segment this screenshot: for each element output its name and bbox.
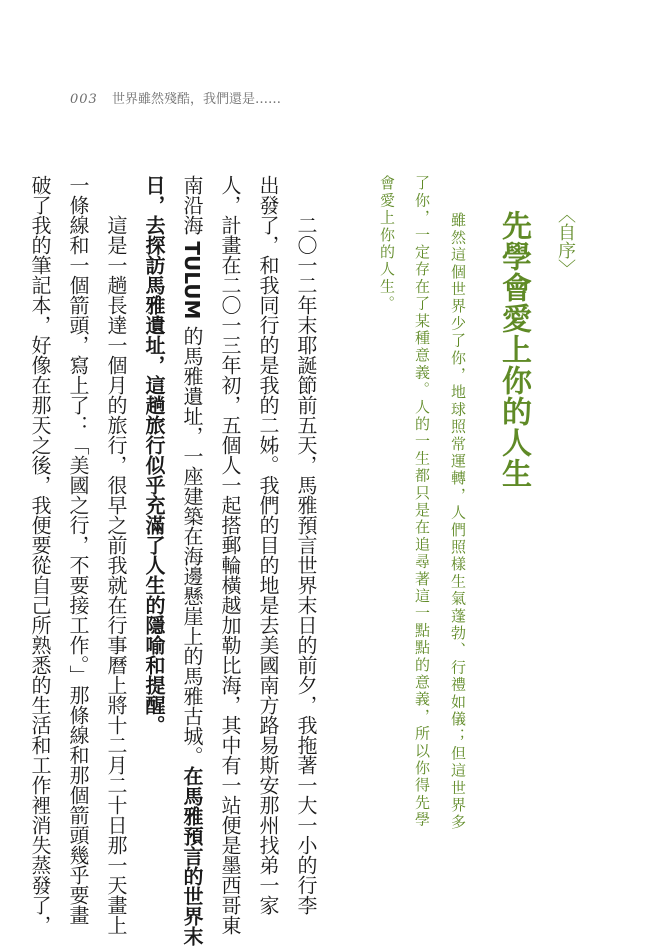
running-title: 世界雖然殘酷，我們還是…… (111, 92, 281, 107)
emphasis-text: 日，去探訪馬雅遺址，這趟旅行似乎充滿了人生的隱喻和提醒。 (142, 175, 166, 735)
body-line (144, 175, 164, 735)
body-line: 這是一趟長達一個月的旅行，很早之前我就在行事曆上將十二月二十日那一天畫上 (104, 215, 128, 935)
epigraph-line: 雖然這個世界少了你，地球照常運轉，人們照樣生氣蓬勃、行禮如儀；但這世界多 (449, 212, 467, 832)
epigraph-line: 會愛上你的人生。 (378, 175, 396, 313)
tulum-text: TULUM (180, 241, 204, 320)
preface-label: 〈自序〉 (555, 205, 576, 277)
body-line (182, 175, 202, 946)
body-line: 二〇一二年末耶誕節前五天，馬雅預言世界末日的前夕，我拖著一大一小的行李 (294, 215, 318, 915)
emphasis-text: 在馬雅預言的世界末 (180, 765, 204, 946)
page-number: 003 (70, 92, 98, 107)
body-text: 的馬雅遺址，一座建築在海邊懸崖上的馬雅古城。 (180, 319, 204, 766)
body-line: 人，計畫在二〇一三年初，五個人一起搭郵輪橫越加勒比海，其中有一站便是墨西哥東 (218, 175, 242, 935)
body-line: 一條線和一個箭頭，寫上了：「美國之行，不要接工作。」那條線和那個箭頭幾乎要畫 (66, 175, 90, 925)
body-line: 破了我的筆記本，好像在那天之後，我便要從自己所熟悉的生活和工作裡消失蒸發了， (28, 175, 52, 935)
body-line: 出發了，和我同行的是我的二姊。我們的目的地是去美國南方路易斯安那州找弟一家 (256, 175, 280, 915)
body-text: 南沿海 (180, 175, 204, 242)
preface-title: 先學會愛上你的人生 (496, 210, 531, 489)
page-header (70, 88, 281, 107)
epigraph-line: 了你，一定存在了某種意義。人的一生都只是在追尋著這一點點的意義，所以你得先學 (413, 175, 431, 829)
